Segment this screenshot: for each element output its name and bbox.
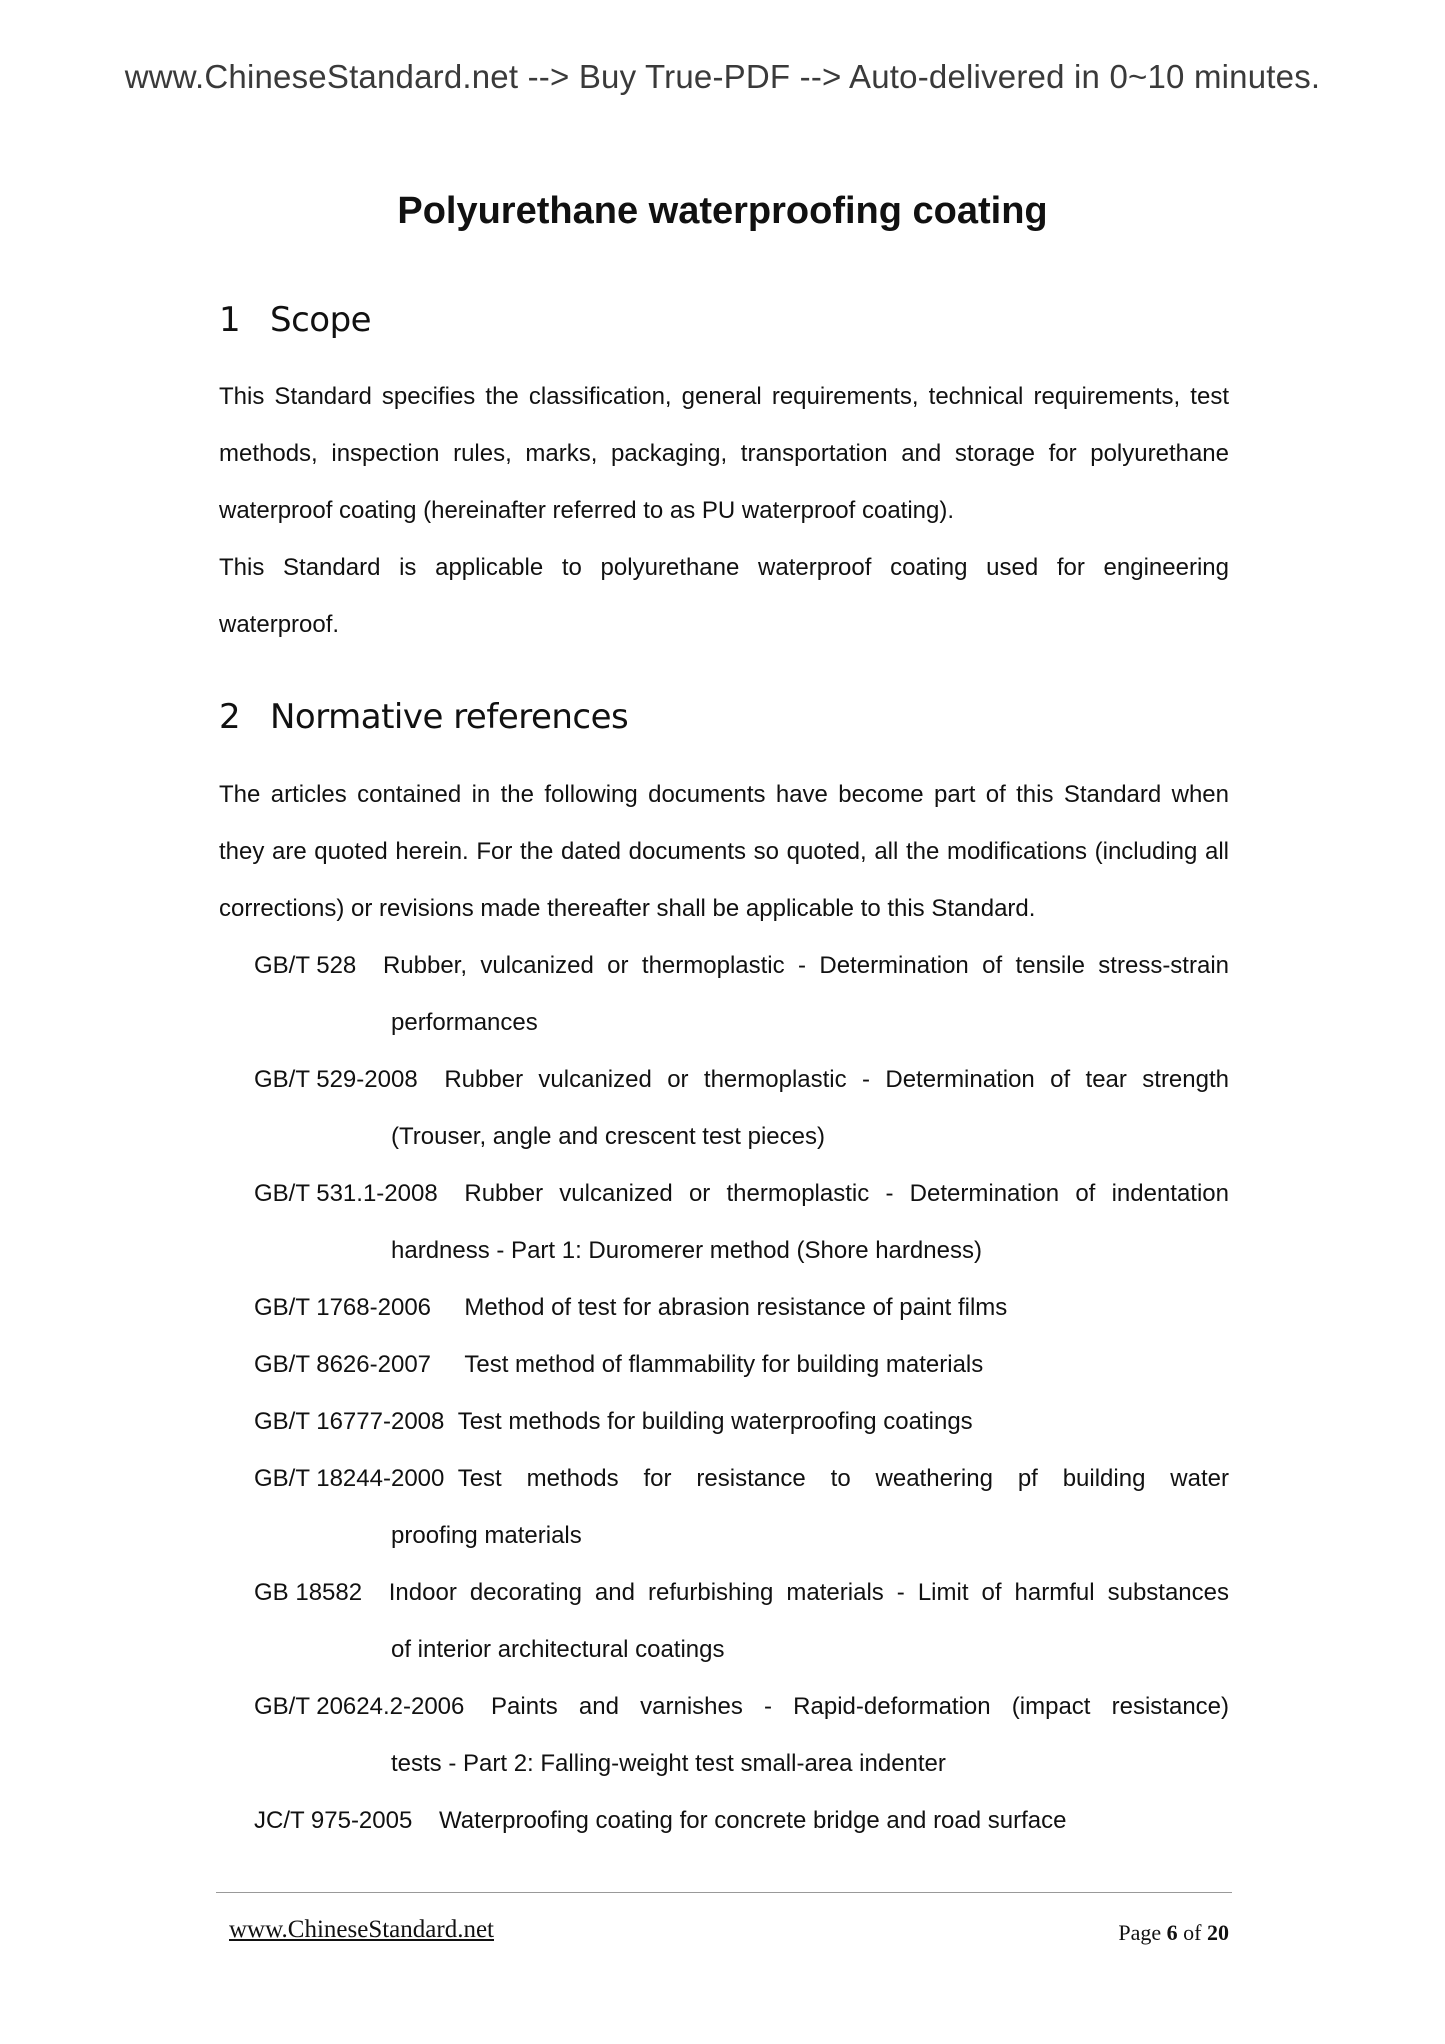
reference-title-continued: (Trouser, angle and crescent test pieces): [391, 1123, 825, 1150]
reference-code: GB/T 18244-2000: [254, 1465, 445, 1492]
reference-item: [254, 1393, 1229, 1450]
document-title: Polyurethane waterproofing coating: [397, 190, 1048, 232]
reference-title: Paints and varnishes - Rapid-deformation (impact resistance): [491, 1693, 1229, 1720]
reference-code: JC/T 975-2005: [254, 1807, 413, 1834]
top-banner[interactable]: www.ChineseStandard.net --> Buy True-PDF --> Auto-delivered in 0~10 minutes.: [124, 58, 1321, 95]
reference-code: GB/T 531.1-2008: [254, 1180, 438, 1207]
section-title: Scope: [270, 300, 372, 340]
page-label: Page: [1118, 1920, 1162, 1945]
reference-code: GB/T 8626-2007: [254, 1351, 432, 1378]
reference-title-continued: proofing materials: [391, 1522, 582, 1549]
reference-code: GB/T 1768-2006: [254, 1294, 432, 1321]
reference-code: GB/T 20624.2-2006: [254, 1693, 465, 1720]
reference-title: Test method of flammability for building materials: [464, 1351, 984, 1378]
reference-code: GB/T 16777-2008: [254, 1408, 445, 1435]
reference-item: [254, 1336, 1229, 1393]
reference-item: [254, 937, 1229, 1051]
scope-paragraph-1: This Standard specifies the classification, general requirements, technical requirements, test methods, inspection rules, marks, packaging, transportation and storage for polyurethane waterproof coating (hereinafter referred to as PU waterproof coating).: [219, 383, 1229, 524]
footer-site-link[interactable]: www.ChineseStandard.net: [229, 1916, 494, 1943]
reference-item: [254, 1051, 1229, 1165]
reference-title: Rubber vulcanized or thermoplastic - Determination of indentation: [464, 1180, 1229, 1207]
reference-title: Test methods for building waterproofing coatings: [457, 1408, 973, 1435]
scope-paragraph-2: This Standard is applicable to polyurethane waterproof coating used for engineering waterproof.: [219, 554, 1229, 638]
section-title: Normative references: [270, 697, 629, 737]
reference-title: Rubber vulcanized or thermoplastic - Determination of tear strength: [444, 1066, 1229, 1093]
current-page: 6: [1166, 1920, 1178, 1945]
section-number: 2: [219, 697, 241, 737]
reference-title: Method of test for abrasion resistance of paint films: [464, 1294, 1008, 1321]
reference-item: [254, 1165, 1229, 1279]
reference-title-continued: performances: [391, 1009, 538, 1036]
reference-title: Indoor decorating and refurbishing materials - Limit of harmful substances: [388, 1579, 1229, 1606]
reference-title-continued: tests - Part 2: Falling-weight test small-area indenter: [391, 1750, 946, 1777]
reference-code: GB/T 529-2008: [254, 1066, 418, 1093]
section-heading-normative-references: [219, 697, 628, 737]
reference-code: GB 18582: [254, 1579, 363, 1606]
reference-title: Test methods for resistance to weathering pf building water: [457, 1465, 1229, 1492]
reference-item: [254, 1279, 1229, 1336]
section-number: 1: [219, 300, 241, 340]
footer-divider: [216, 1892, 1232, 1893]
reference-title: Waterproofing coating for concrete bridge and road surface: [439, 1807, 1067, 1834]
reference-title-continued: of interior architectural coatings: [391, 1636, 725, 1663]
section-heading-scope: [219, 300, 371, 340]
references-intro-paragraph: The articles contained in the following documents have become part of this Standard when they are quoted herein. For the dated documents so quoted, all the modifications (including all corrections) or revisions made thereafter shall be applicable to this Standard.: [219, 781, 1229, 922]
reference-code: GB/T 528: [254, 952, 357, 979]
reference-title: Rubber, vulcanized or thermoplastic - Determination of tensile stress-strain: [382, 952, 1229, 979]
reference-item: [254, 1564, 1229, 1678]
page-number: [1118, 1920, 1229, 1946]
reference-item: [254, 1450, 1229, 1564]
page-of-label: of: [1183, 1920, 1202, 1945]
total-pages: 20: [1207, 1920, 1229, 1945]
reference-item: [254, 1792, 1229, 1849]
reference-item: [254, 1678, 1229, 1792]
reference-title-continued: hardness - Part 1: Duromerer method (Shore hardness): [391, 1237, 982, 1264]
